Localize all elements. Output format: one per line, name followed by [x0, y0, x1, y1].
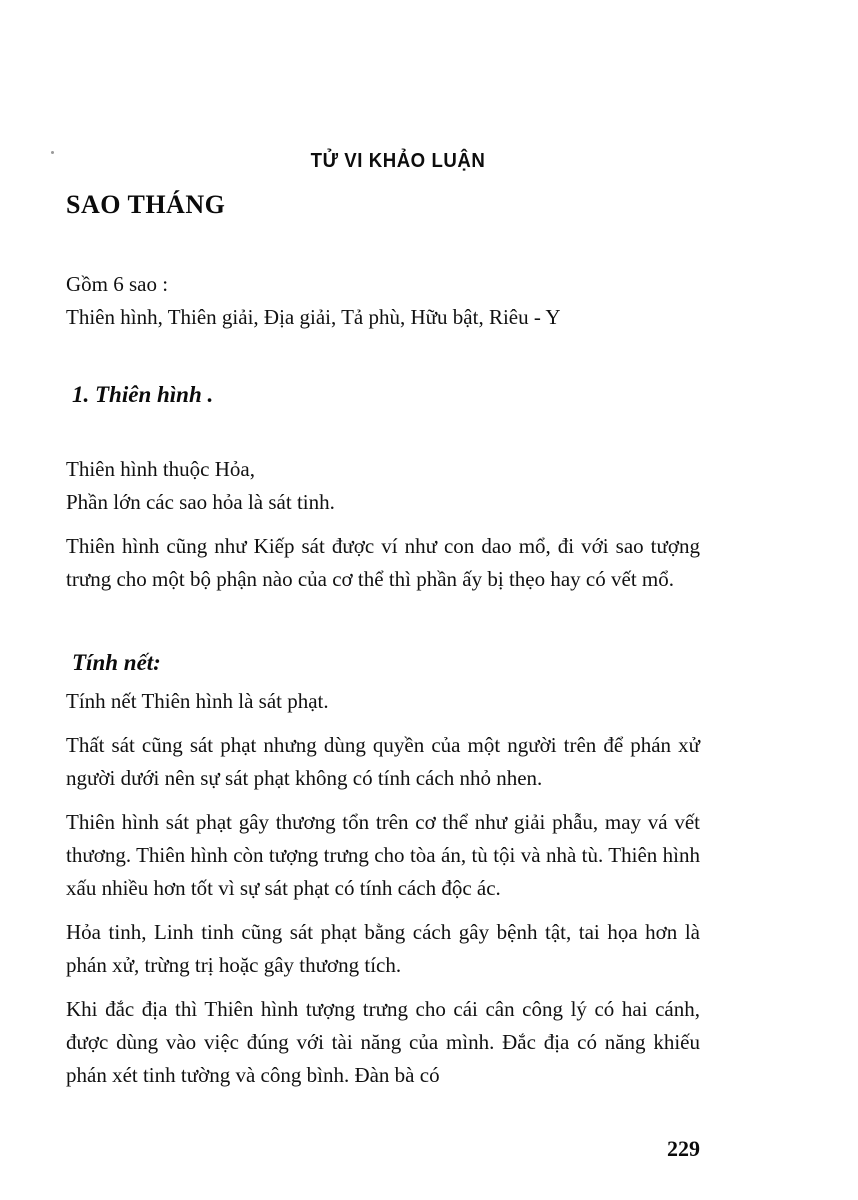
page-content — [66, 190, 700, 1092]
running-head: TỬ VI KHẢO LUẬN — [310, 150, 486, 172]
traits-paragraph-2: Thất sát cũng sát phạt nhưng dùng quyền của một người trên để phán xử người dưới nên sự sát phạt không có tính cách nhỏ nhen. — [66, 733, 700, 790]
entry-heading-thien-hinh: 1. Thiên hình . — [72, 382, 214, 407]
traits-paragraph-3: Thiên hình sát phạt gây thương tổn trên cơ thể như giải phẫu, may vá vết thương. Thiên hình còn tượng trưng cho tòa án, tù tội và nhà tù. Thiên hình xấu nhiều hơn tốt vì sự sát phạt có tính cách độc ác. — [66, 810, 700, 900]
star-count-label: Gồm 6 sao : — [66, 272, 169, 296]
page-number: 229 — [667, 1136, 700, 1161]
traits-heading: Tính nết: — [72, 650, 161, 675]
section-title: SAO THÁNG — [66, 190, 226, 219]
entry-line-element: Thiên hình thuộc Hỏa, — [66, 457, 255, 481]
star-names-list: Thiên hình, Thiên giải, Địa giải, Tả phù, Hữu bật, Riêu - Y — [66, 305, 561, 329]
entry-line-nature: Phần lớn các sao hỏa là sát tinh. — [66, 490, 335, 514]
entry-paragraph-comparison: Thiên hình cũng như Kiếp sát được ví như con dao mổ, đi với sao tượng trưng cho một bộ phận nào của cơ thể thì phần ấy bị thẹo hay có vết mổ. — [66, 534, 700, 591]
star-list-block — [66, 268, 700, 334]
traits-body — [66, 685, 700, 1092]
entry-body — [66, 453, 700, 596]
traits-paragraph-5: Khi đắc địa thì Thiên hình tượng trưng cho cái cân công lý có hai cánh, được dùng vào việc đúng với tài năng của mình. Đắc địa có năng khiếu phán xét tinh tường và công bình. Đàn bà có — [66, 997, 700, 1087]
traits-paragraph-4: Hỏa tinh, Linh tinh cũng sát phạt bằng cách gây bệnh tật, tai họa hơn là phán xử, trừng trị hoặc gây thương tích. — [66, 920, 700, 977]
traits-paragraph-1: Tính nết Thiên hình là sát phạt. — [66, 689, 329, 713]
